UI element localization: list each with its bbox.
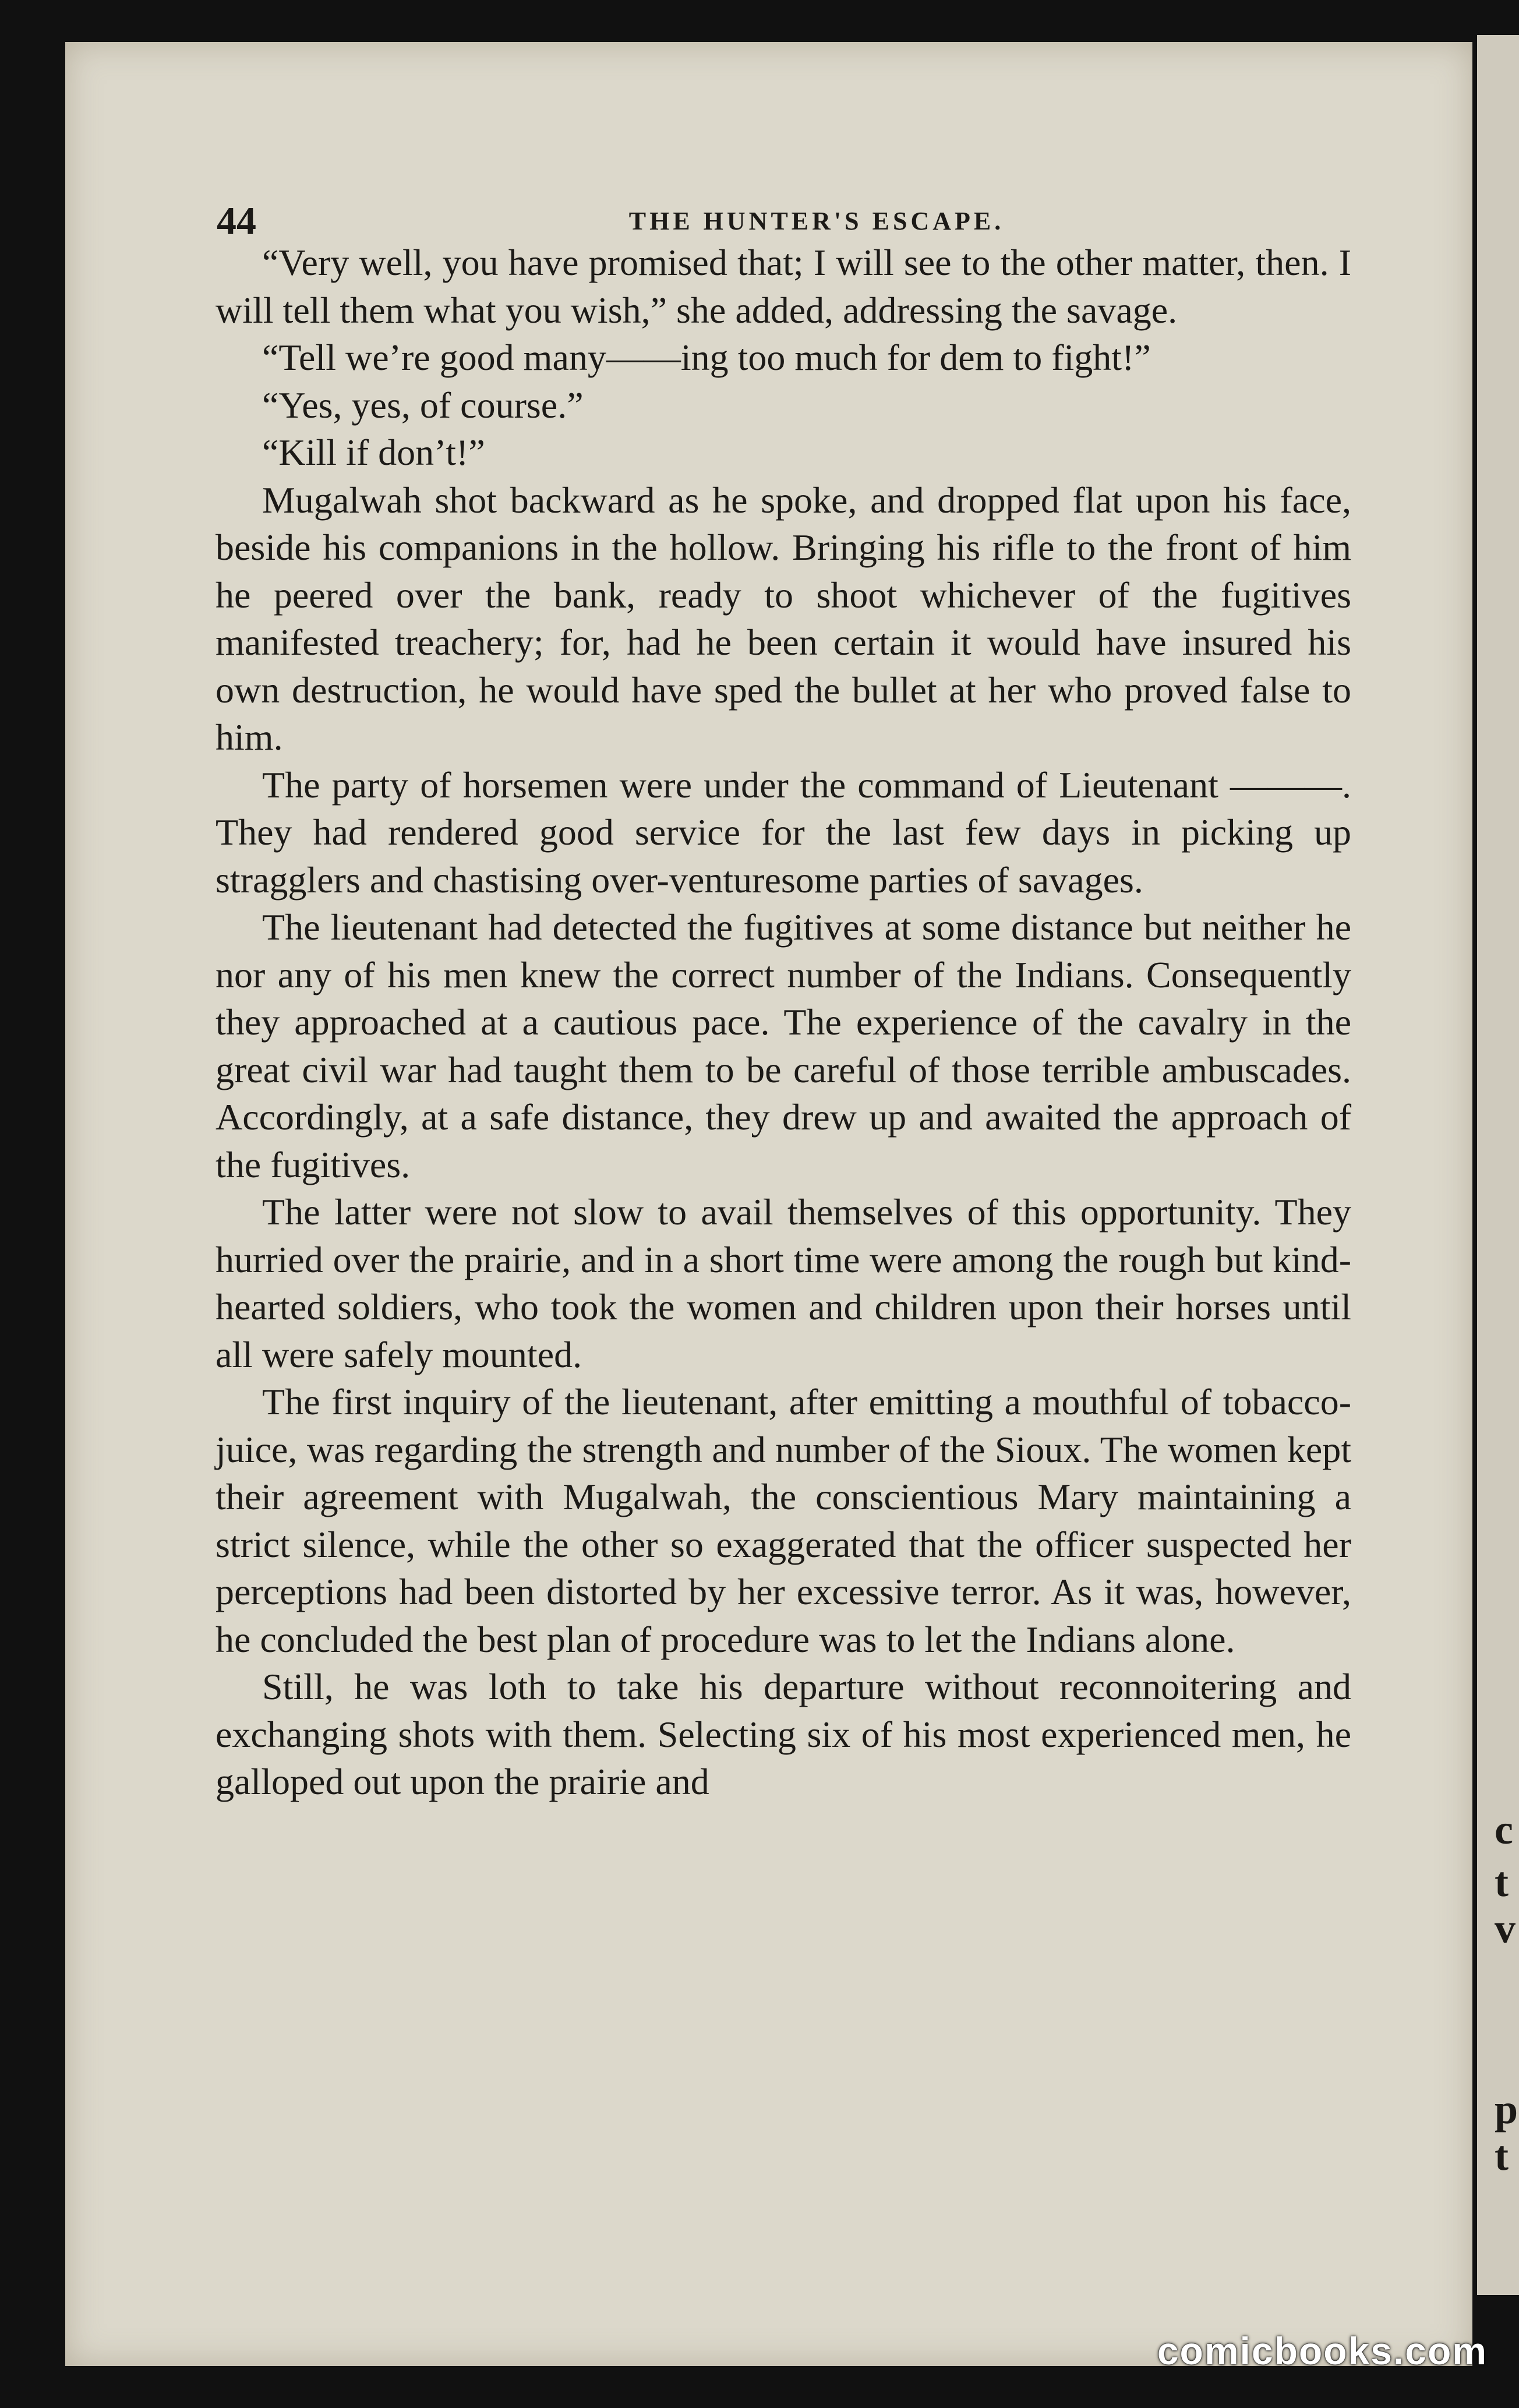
next-page-fragment: p — [1495, 2086, 1518, 2132]
paragraph: The first inquiry of the lieutenant, after emitting a mouthful of tobacco-juice, was regarding the strength and number of the Sioux. The women kept their agreement with Mugalwah, the conscientious Mary maintaining a strict silence, while the other so exaggerated that the officer suspected her perceptions had been distorted by her excessive terror. As it was, however, he concluded the best plan of procedure was to let the Indians alone. — [216, 1381, 1351, 1660]
paragraph: The party of horsemen were under the command of Lieutenant ———. They had rendered good service for the last few days in picking up stragglers and chastising over-venturesome parties of savages. — [216, 764, 1351, 901]
paragraph: The latter were not slow to avail themselves of this opportunity. They hurried over the prairie, and in a short time were among the rough but kind-hearted soldiers, who took the women and children upon their horses until all were safely mounted. — [216, 1191, 1351, 1375]
page-body — [216, 239, 1351, 1806]
paragraph: “Tell we’re good many——ing too much for dem to fight!” — [262, 337, 1151, 378]
next-page-fragment: t — [1495, 2132, 1509, 2179]
next-page-fragment: c — [1495, 1806, 1513, 1853]
paragraph: “Yes, yes, of course.” — [262, 384, 584, 426]
paragraph: The lieutenant had detected the fugitives at some distance but neither he nor any of his men knew the correct number of the Indians. Consequently they approached at a cautious pace. The experience of the cavalry in the great civil war had taught them to be careful of those terrible ambuscades. Accordingly, at a safe distance, they drew up and awaited the approach of the fugitives. — [216, 906, 1351, 1185]
paragraph: “Kill if don’t!” — [262, 432, 485, 473]
page-number: 44 — [217, 199, 256, 243]
paragraph: Mugalwah shot backward as he spoke, and dropped flat upon his face, beside his companions in the hollow. Bringing his rifle to the front of him he peered over the bank, ready to shoot whichever of the fugitives manifested treachery; for, had he been certain it would have insured his own destruction, he would have sped the bullet at her who proved false to him. — [216, 479, 1351, 758]
paragraph: Still, he was loth to take his departure without reconnoitering and exchanging shots with them. Selecting six of his most experienced men, he galloped out upon the prairie and — [216, 1666, 1351, 1802]
next-page-fragment: v — [1495, 1905, 1516, 1952]
next-page-fragment: t — [1495, 1859, 1509, 1905]
paragraph: “Very well, you have promised that; I will see to the other matter, then. I will tell them what you wish,” she added, addressing the savage. — [216, 242, 1351, 331]
watermark: comicbooks.com — [1157, 2329, 1488, 2372]
next-page-edge — [1477, 35, 1519, 2295]
running-title: THE HUNTER'S ESCAPE. — [628, 207, 1005, 235]
